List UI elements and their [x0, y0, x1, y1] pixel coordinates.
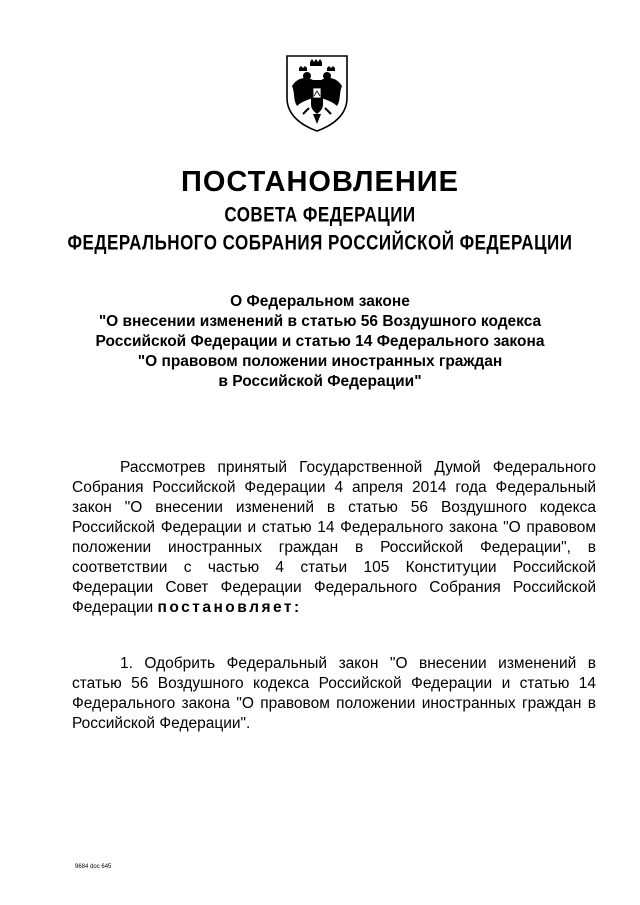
issuer-line-1: СОВЕТА ФЕДЕРАЦИИ: [224, 202, 416, 227]
coat-of-arms-emblem-icon: [283, 52, 351, 134]
subject-line: Российской Федерации и статью 14 Федерального закона: [95, 333, 545, 350]
subject-line: О Федеральном законе: [230, 293, 410, 310]
issuer-line-2: ФЕДЕРАЛЬНОГО СОБРАНИЯ РОССИЙСКОЙ ФЕДЕРАЦИИ: [67, 230, 573, 255]
document-title: ПОСТАНОВЛЕНИЕ: [181, 166, 459, 198]
subject-line: "О правовом положении иностранных граждан: [137, 353, 503, 370]
body-paragraph-2: 1. Одобрить Федеральный закон "О внесении изменений в статью 56 Воздушного кодекса Российской Федерации и статью 14 Федерального закона "О правовом положении иностранных граждан в Российской Федерации".: [72, 655, 596, 732]
subject-line: в Российской Федерации": [218, 373, 422, 390]
document-subject: [60, 292, 580, 392]
document-code: 9684 doc 645: [75, 864, 112, 870]
document-body: [72, 458, 596, 734]
paragraph-text: Рассмотрев принятый Государственной Думой Федерального Собрания Российской Федерации 4 апреля 2014 года Федеральный закон "О внесении изменений в статью 56 Воздушного кодекса Российской Федерации и статью 14 Федерального закона "О правовом положении иностранных граждан в Российской Федерации", в соответствии с частью 4 статьи 105 Конституции Российской Федерации Совет Федерации Федерального Собрания Российской Федерации: [72, 459, 596, 616]
subject-line: "О внесении изменений в статью 56 Воздушного кодекса: [98, 313, 542, 330]
body-paragraph-1: [72, 458, 596, 618]
decree-word: постановляет:: [157, 599, 302, 616]
